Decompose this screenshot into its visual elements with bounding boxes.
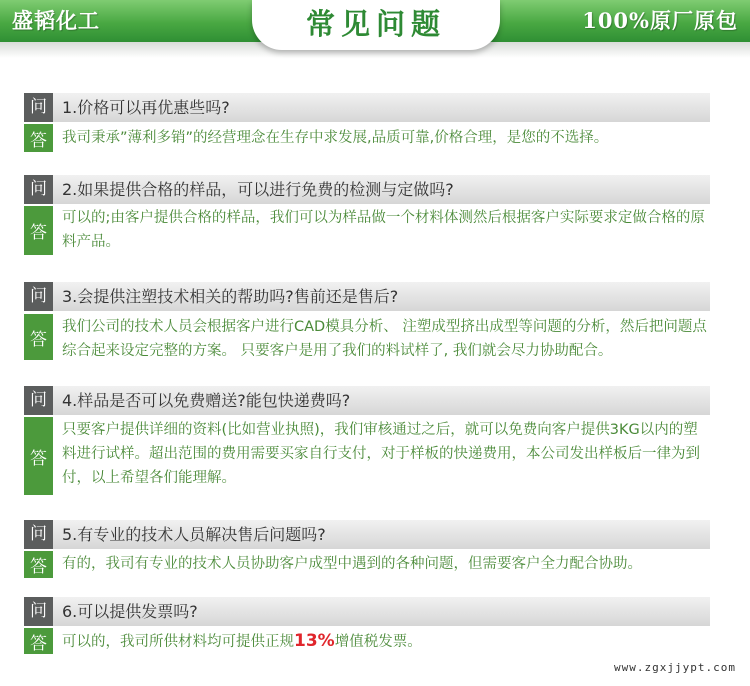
question-row <box>24 520 710 549</box>
question-badge: 问 <box>24 597 53 626</box>
question-row <box>24 386 710 415</box>
answer-badge: 答 <box>24 314 53 360</box>
question-row <box>24 175 710 204</box>
question-badge: 问 <box>24 175 53 204</box>
site-watermark: www.zgxjjypt.com <box>614 661 736 674</box>
question-text: 6.可以提供发票吗? <box>62 602 198 621</box>
page-header <box>0 0 750 58</box>
question-row <box>24 597 710 626</box>
answer-text: 我司秉承”薄利多销”的经营理念在生存中求发展,品质可靠,价格合理，是您的不选择。 <box>62 130 609 146</box>
original-package-slogan: 100%原厂原包 <box>582 8 738 33</box>
question-badge: 问 <box>24 93 53 122</box>
title-tab <box>252 0 500 50</box>
answer-text-prefix: 可以的，我司所供材料均可提供正规 <box>62 634 294 650</box>
question-text: 5.有专业的技术人员解决售后问题吗? <box>62 525 326 544</box>
question-row <box>24 282 710 311</box>
answer-text <box>62 629 710 654</box>
question-row <box>24 93 710 122</box>
answer-badge: 答 <box>24 124 53 152</box>
question-text: 4.样品是否可以免费赠送?能包快递费吗? <box>62 391 351 410</box>
answer-badge: 答 <box>24 628 53 654</box>
question-badge: 问 <box>24 386 53 415</box>
answer-badge: 答 <box>24 206 53 255</box>
brand-name: 盛韬化工 <box>12 8 100 33</box>
question-text: 2.如果提供合格的样品，可以进行免费的检测与定做吗? <box>62 180 454 199</box>
answer-text: 可以的;由客户提供合格的样品，我们可以为样品做一个材料体测然后根据客户实际要求定做合格的原料产品。 <box>62 210 705 250</box>
question-badge: 问 <box>24 282 53 311</box>
question-badge: 问 <box>24 520 53 549</box>
answer-badge: 答 <box>24 417 53 495</box>
answer-text: 有的，我司有专业的技术人员协助客户成型中遇到的各种问题，但需要客户全力配合协助。 <box>62 556 642 572</box>
answer-text: 只要客户提供详细的资料(比如营业执照)，我们审核通过之后，就可以免费向客户提供3KG以内的塑料进行试样。超出范围的费用需要买家自行支付，对于样板的快递费用，本公司发出样板后一律为到付，以上希望各们能理解。 <box>62 422 700 486</box>
answer-text-suffix: 增值税发票。 <box>334 634 422 650</box>
tax-rate-highlight: 13% <box>294 631 335 651</box>
question-text: 3.会提供注塑技术相关的帮助吗?售前还是售后? <box>62 287 399 306</box>
question-text: 1.价格可以再优惠些吗? <box>62 98 230 117</box>
page-title: 常见问题 <box>305 7 446 41</box>
answer-badge: 答 <box>24 551 53 578</box>
answer-text: 我们公司的技术人员会根据客户进行CAD模具分析、 注塑成型挤出成型等问题的分析，然后把问题点综合起来设定完整的方案。 只要客户是用了我们的料试样了, 我们就会尽力协助配合。 <box>62 319 707 359</box>
